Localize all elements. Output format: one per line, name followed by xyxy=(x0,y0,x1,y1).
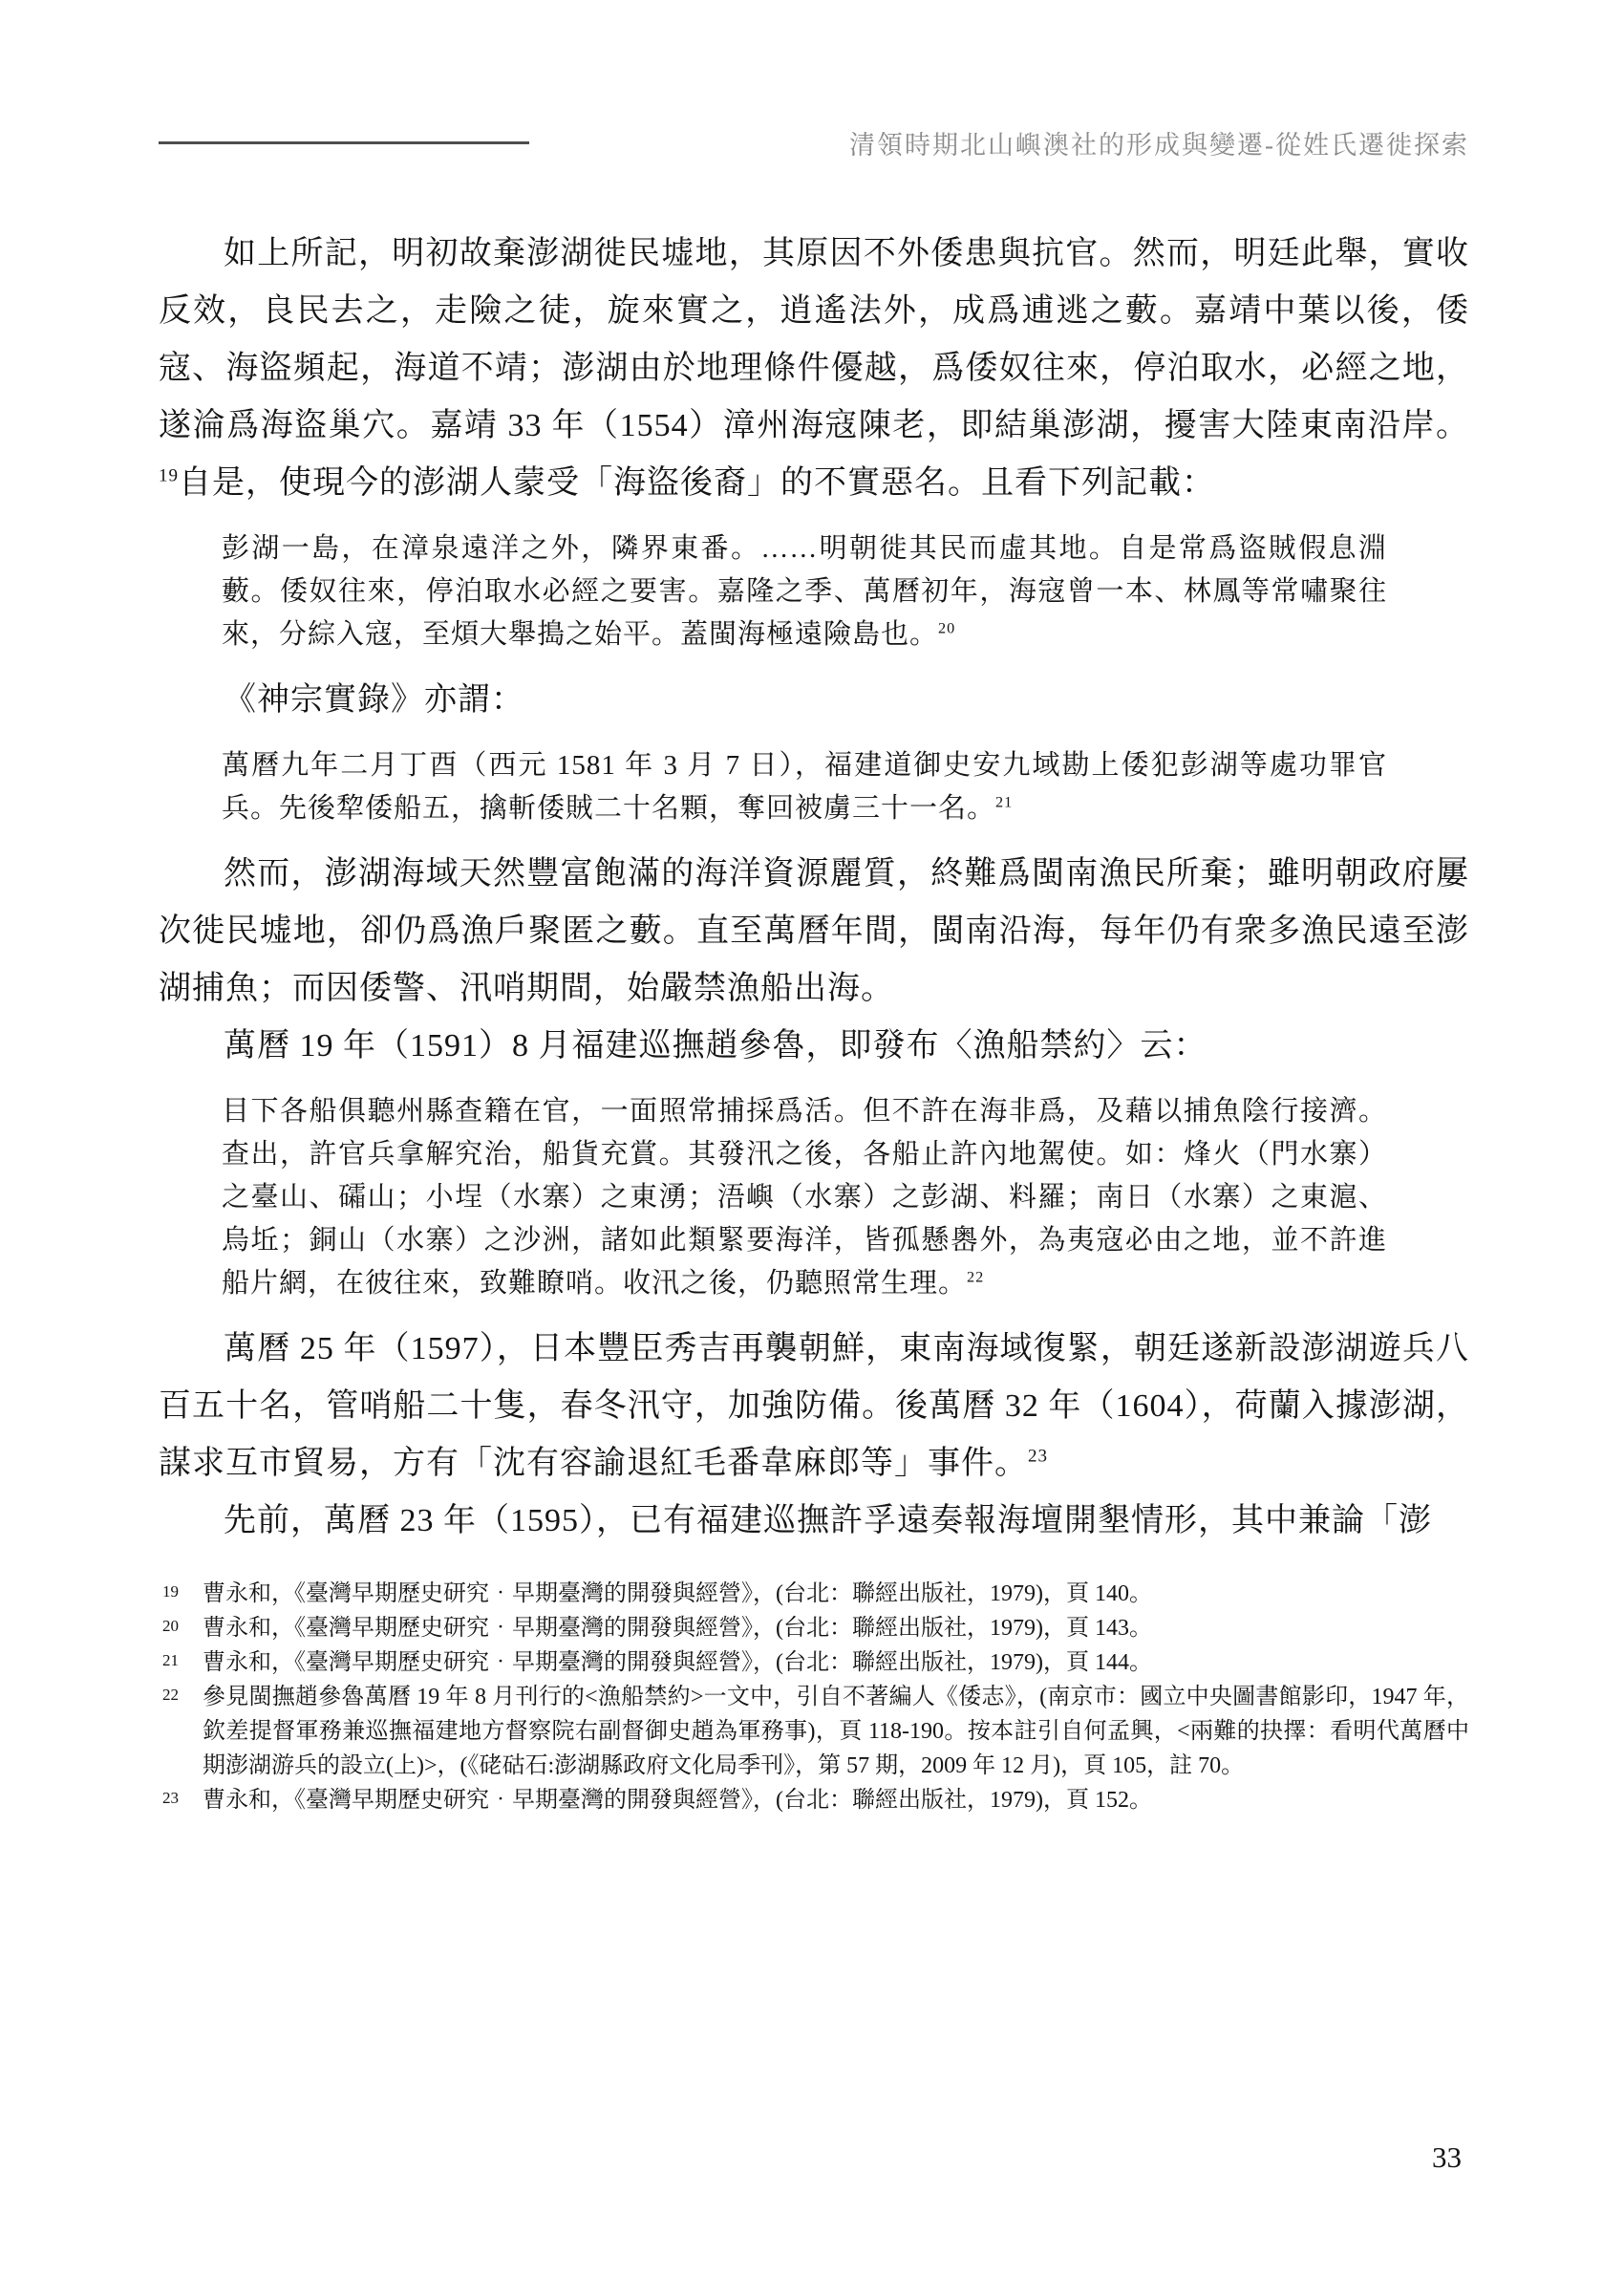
body-paragraph: 《神宗實錄》亦謂： xyxy=(224,682,524,718)
body-paragraph: 如上所記，明初故棄澎湖徙民墟地，其原因不外倭患與抗官。然而，明廷此舉，實收反效，良民去之，走險之徒，旋來實之，逍遙法外，成爲逋逃之藪。嘉靖中葉以後，倭寇、海盜頻起，海道不靖；澎湖由於地理條件優越，爲倭奴往來，停泊取水，必經之地，遂淪爲海盜巢穴。嘉靖 33 年（1554）漳州海寇陳老，即結巢澎湖，擾害大陸東南沿岸。$^{19}$自是，使現今的澎湖人蒙受「海盜後裔」的不實惡名。且看下列記載： xyxy=(159,236,1469,501)
footnote-ref: 19 xyxy=(159,465,180,486)
header-divider-line xyxy=(159,141,529,144)
footnote-number: 22 xyxy=(162,1686,179,1704)
running-title: 清領時期北山嶼澳社的形成與變遷-從姓氏遷徙探索 xyxy=(849,130,1469,160)
page-number: 33 xyxy=(1432,2140,1462,2174)
footnote-number: 23 xyxy=(162,1789,179,1807)
footnote-list xyxy=(159,1577,1469,1817)
footnote-item xyxy=(159,1680,1469,1783)
footnote-ref: 21 xyxy=(995,793,1014,811)
footnote-text: 曹永和，《臺灣早期歷史研究‧早期臺灣的開發與經營》，(台北：聯經出版社，1979)，頁 143。 xyxy=(203,1616,1152,1641)
block-quote: 彭湖一島，在漳泉遠洋之外，隣界東番。……明朝徙其民而虛其地。自是常爲盜賊假息淵藪。倭奴往來，停泊取水必經之要害。嘉隆之季、萬曆初年，海寇曾一本、林鳳等常嘯聚往來，分綜入寇，至煩大舉搗之始平。蓋閩海極遠險島也。$^{20}$ xyxy=(222,533,1387,650)
footnote-number: 21 xyxy=(162,1651,179,1669)
footnotes-section xyxy=(159,1577,1469,1817)
footnote-number: 20 xyxy=(162,1617,179,1635)
footnote-item xyxy=(159,1611,1469,1645)
footnote-text: 曹永和，《臺灣早期歷史研究‧早期臺灣的開發與經營》，(台北：聯經出版社，1979)，頁 152。 xyxy=(203,1788,1152,1813)
footnote-ref: 22 xyxy=(967,1268,985,1286)
footnote-ref: 20 xyxy=(938,619,956,637)
footnote-number: 19 xyxy=(162,1582,179,1601)
body-blocks xyxy=(159,226,1469,1550)
footnote-item xyxy=(159,1645,1469,1680)
block-quote: 目下各船俱聽州縣查籍在官，一面照常捕採爲活。但不許在海非爲，及藉以捕魚陰行接濟。查出，許官兵拿解究治，船貨充賞。其發汛之後，各船止許內地駕使。如：烽火（門水寨）之臺山、礵山；小埕（水寨）之東湧；浯嶼（水寨）之彭湖、料羅；南日（水寨）之東滬、烏坵；銅山（水寨）之沙洲，諸如此類緊要海洋，皆孤懸嶴外，為夷寇必由之地，並不許進船片網，在彼往來，致難瞭哨。收汛之後，仍聽照常生理。$^{22}$ xyxy=(222,1096,1387,1299)
footnote-item xyxy=(159,1783,1469,1817)
body-paragraph: 然而，澎湖海域天然豐富飽滿的海洋資源麗質，終難爲閩南漁民所棄；雖明朝政府屢次徙民墟地，卻仍爲漁戶聚匿之藪。直至萬曆年間，閩南沿海，每年仍有衆多漁民遠至澎湖捕魚；而因倭警、汛哨期間，始嚴禁漁船出海。 xyxy=(159,856,1469,1006)
footnote-text: 曹永和，《臺灣早期歷史研究‧早期臺灣的開發與經營》，(台北：聯經出版社，1979)，頁 140。 xyxy=(203,1581,1152,1606)
footnote-ref: 23 xyxy=(1028,1446,1049,1467)
block-quote: 萬曆九年二月丁酉（西元 1581 年 3 月 7 日），福建道御史安九域勘上倭犯彭湖等處功罪官兵。先後犂倭船五，擒斬倭賊二十名顆，奪回被虜三十一名。$^{21}$ xyxy=(222,750,1387,824)
footnote-text: 曹永和，《臺灣早期歷史研究‧早期臺灣的開發與經營》，(台北：聯經出版社，1979)，頁 144。 xyxy=(203,1650,1152,1675)
footnote-item xyxy=(159,1577,1469,1611)
body-paragraph: 先前，萬曆 23 年（1595），已有福建巡撫許孚遠奏報海壇開墾情形，其中兼論「澎 xyxy=(224,1503,1432,1538)
body-paragraph: 萬曆 25 年（1597），日本豐臣秀吉再襲朝鮮，東南海域復緊，朝廷遂新設澎湖遊兵八百五十名，管哨船二十隻，春冬汛守，加強防備。後萬曆 32 年（1604），荷蘭入據澎湖，謀求互市貿易，方有「沈有容諭退紅毛番韋麻郎等」事件。$^{23}$ xyxy=(159,1331,1469,1481)
body-paragraph: 萬曆 19 年（1591）8 月福建巡撫趙參魯，即發布〈漁船禁約〉云： xyxy=(224,1028,1207,1064)
footnote-text: 參見閩撫趙參魯萬曆 19 年 8 月刊行的<漁船禁約>一文中，引自不著編人《倭志》，(南京市：國立中央圖書館影印，1947 年，欽差提督軍務兼巡撫福建地方督察院右副督御史趙為軍務事)，頁 118-190。按本註引自何孟興，<兩難的抉擇：看明代萬曆中期澎湖游兵的設立(上)>，(《硓𥑮石:澎湖縣政府文化局季刊》，第 57 期，2009 年 12 月)，頁 105，註 70。 xyxy=(203,1685,1469,1778)
page-header xyxy=(159,122,1469,162)
